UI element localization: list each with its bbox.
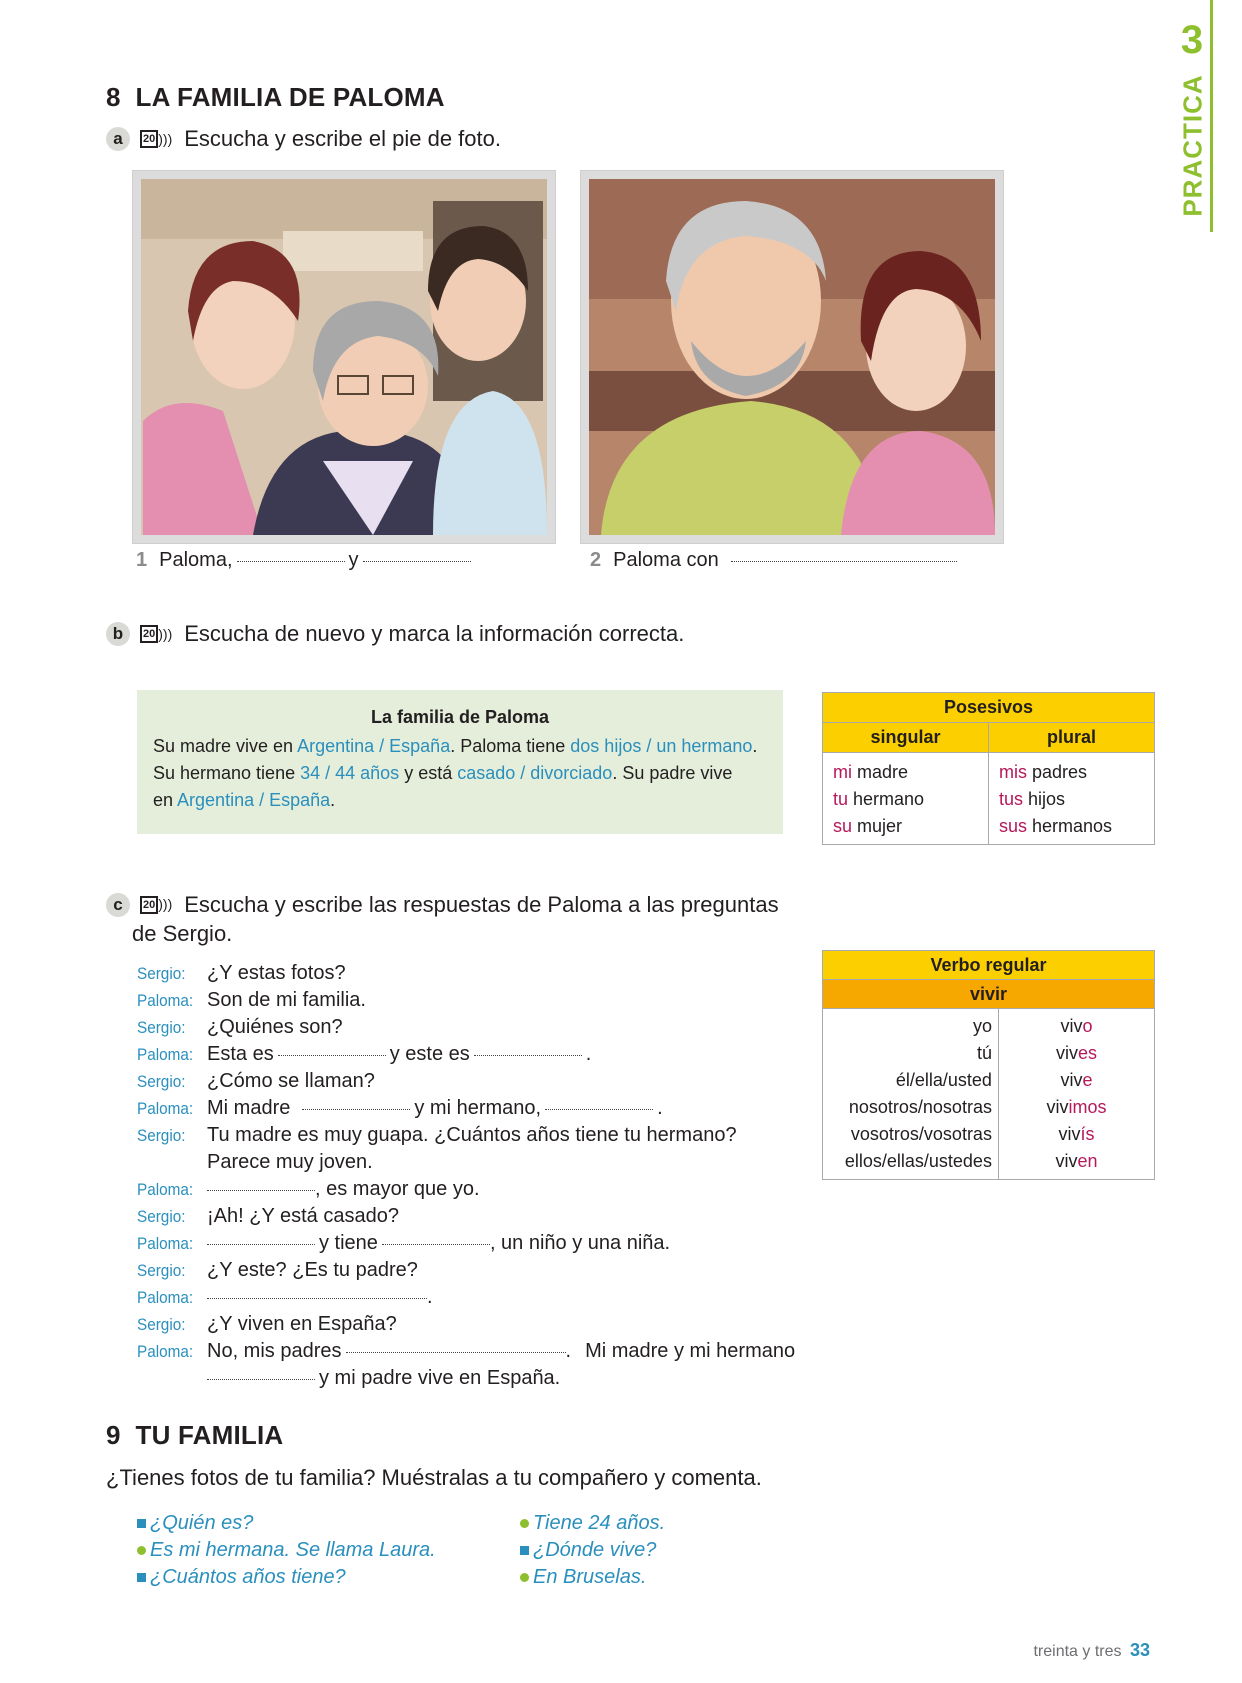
blank-answer[interactable] [237,560,345,562]
audio-track-icon[interactable]: 20 ))) [140,890,172,919]
blank-answer[interactable] [207,1189,315,1191]
section-number: 9 [106,1420,121,1450]
verbo-regular-table [822,950,1155,1180]
caption-text: Paloma con [613,549,719,571]
dialogue-line: Sergio: Tu madre es muy guapa. ¿Cuántos años tiene tu hermano? [137,1124,737,1146]
audio-track-icon[interactable]: 20 ))) [140,130,172,148]
instruction-text: Escucha de nuevo y marca la información correcta. [184,621,685,646]
exercise-badge: b [106,622,130,646]
verbo-title: Verbo regular [823,951,1155,980]
blank-answer[interactable] [302,1108,410,1110]
section-title: LA FAMILIA DE PALOMA [135,82,445,112]
verbo-forms-cell: vivo vives vive vivimos vivís viven [998,1009,1154,1180]
blank-answer[interactable] [474,1054,582,1056]
dialogue-line: Sergio: ¡Ah! ¿Y está casado? [137,1205,399,1227]
blank-answer[interactable] [731,560,957,562]
exercise-badge: c [106,893,130,917]
dialogue [137,960,817,1392]
example-line: Es mi hermana. Se llama Laura. [137,1537,436,1564]
chapter-number: 3 [1180,18,1204,62]
caption-number: 2 [590,549,602,571]
blank-answer[interactable] [207,1378,315,1380]
dialogue-line: Sergio: ¿Cómo se llaman? [137,1070,375,1092]
speaker-b-icon [520,1573,529,1582]
verbo-persons-cell: yo tú él/ella/usted nosotros/nosotras vosotros/vosotras ellos/ellas/ustedes [823,1009,999,1180]
instruction-a [106,126,501,152]
audio-track-icon[interactable]: 20 ))) [140,625,172,643]
speaker-a-icon [137,1573,146,1582]
dialogue-line: Paloma: , es mayor que yo. [137,1178,480,1200]
instruction-c [106,890,779,948]
photo-family-2 [580,170,1004,544]
blank-answer[interactable] [382,1243,490,1245]
option-country[interactable]: Argentina / España [297,736,451,756]
posesivos-title: Posesivos [823,693,1155,723]
dialogue-line: Sergio: ¿Y viven en España? [137,1313,397,1335]
exercise-badge: a [106,127,130,151]
caption-text: y [348,549,359,571]
dialogue-line: Sergio: ¿Y este? ¿Es tu padre? [137,1259,418,1281]
instruction-text: Escucha y escribe las respuestas de Paloma a las preguntas [184,892,779,917]
posesivos-header-singular: singular [823,723,989,753]
instruction-text-cont: de Sergio. [132,921,233,946]
example-line: Tiene 24 años. [520,1510,665,1537]
posesivos-table [822,692,1155,845]
caption-number: 1 [136,549,148,571]
option-age[interactable]: 34 / 44 años [300,763,400,783]
illustration-mother-brother [133,171,555,543]
instruction-text: Escucha y escribe el pie de foto. [184,126,501,151]
verbo-infinitive: vivir [823,980,1155,1009]
dialogue-line: Parece muy joven. [207,1151,373,1173]
posesivos-plural-cell: mis padres tus hijos sus hermanos [989,753,1155,845]
caption-2 [590,549,961,572]
chapter-tab [1174,0,1213,232]
section-9-instruction: ¿Tienes fotos de tu familia? Muéstralas a tu compañero y comenta. [106,1465,762,1490]
example-line: ¿Quién es? [137,1510,436,1537]
page-footer [980,1640,1150,1661]
info-box-text: Su madre vive en Argentina / España. Paloma tiene dos hijos / un hermano. Su hermano tiene 34 / 44 años y está casado / divorciado. Su padre vive en Argentina / España. [153,736,758,810]
blank-answer[interactable] [545,1108,653,1110]
section-9-title [106,1420,283,1451]
dialogue-line: Paloma: y tiene , un niño y una niña. [137,1232,671,1254]
posesivos-singular-cell: mi madre tu hermano su mujer [823,753,989,845]
caption-1 [136,549,475,572]
dialogue-line: y mi padre vive en España. [137,1365,817,1392]
dialogue-line: Sergio: ¿Quiénes son? [137,1016,343,1038]
option-marital[interactable]: casado / divorciado [457,763,613,783]
dialogue-line: Paloma: Son de mi familia. [137,989,366,1011]
option-siblings[interactable]: dos hijos / un hermano [570,736,753,756]
dialogue-line: Paloma: Esta es y este es . [137,1043,592,1065]
blank-answer[interactable] [363,560,471,562]
speaker-b-icon [520,1519,529,1528]
instruction-b [106,621,684,647]
option-father-country[interactable]: Argentina / España [177,790,331,810]
illustration-father [581,171,1003,543]
dialogue-line: Paloma: Mi madre y mi hermano, . [137,1097,663,1119]
dialogue-line: Sergio: ¿Y estas fotos? [137,962,346,984]
example-line: ¿Cuántos años tiene? [137,1564,436,1591]
dialogue-line: Paloma: . [137,1286,433,1308]
section-title: TU FAMILIA [135,1420,284,1450]
caption-text: Paloma, [159,549,233,571]
page-number: 33 [1129,1640,1150,1660]
blank-answer[interactable] [346,1351,566,1353]
section-8-title [106,82,445,113]
photo-family-1 [132,170,556,544]
example-dialogue-right [520,1510,665,1591]
speaker-b-icon [137,1546,146,1555]
example-line: ¿Dónde vive? [520,1537,665,1564]
blank-answer[interactable] [278,1054,386,1056]
speaker-a-icon [520,1546,529,1555]
blank-answer[interactable] [207,1297,427,1299]
example-dialogue-left [137,1510,436,1591]
chapter-label: PRACTICA [1177,74,1208,217]
speaker-a-icon [137,1519,146,1528]
info-box-title: La familia de Paloma [370,707,550,727]
info-box-familia [137,690,783,834]
blank-answer[interactable] [207,1243,315,1245]
dialogue-line: Paloma: No, mis padres . Mi madre y mi hermano [137,1340,796,1362]
posesivos-header-plural: plural [989,723,1155,753]
page-number-words: treinta y tres [1033,1643,1122,1660]
section-number: 8 [106,82,121,112]
example-line: En Bruselas. [520,1564,665,1591]
